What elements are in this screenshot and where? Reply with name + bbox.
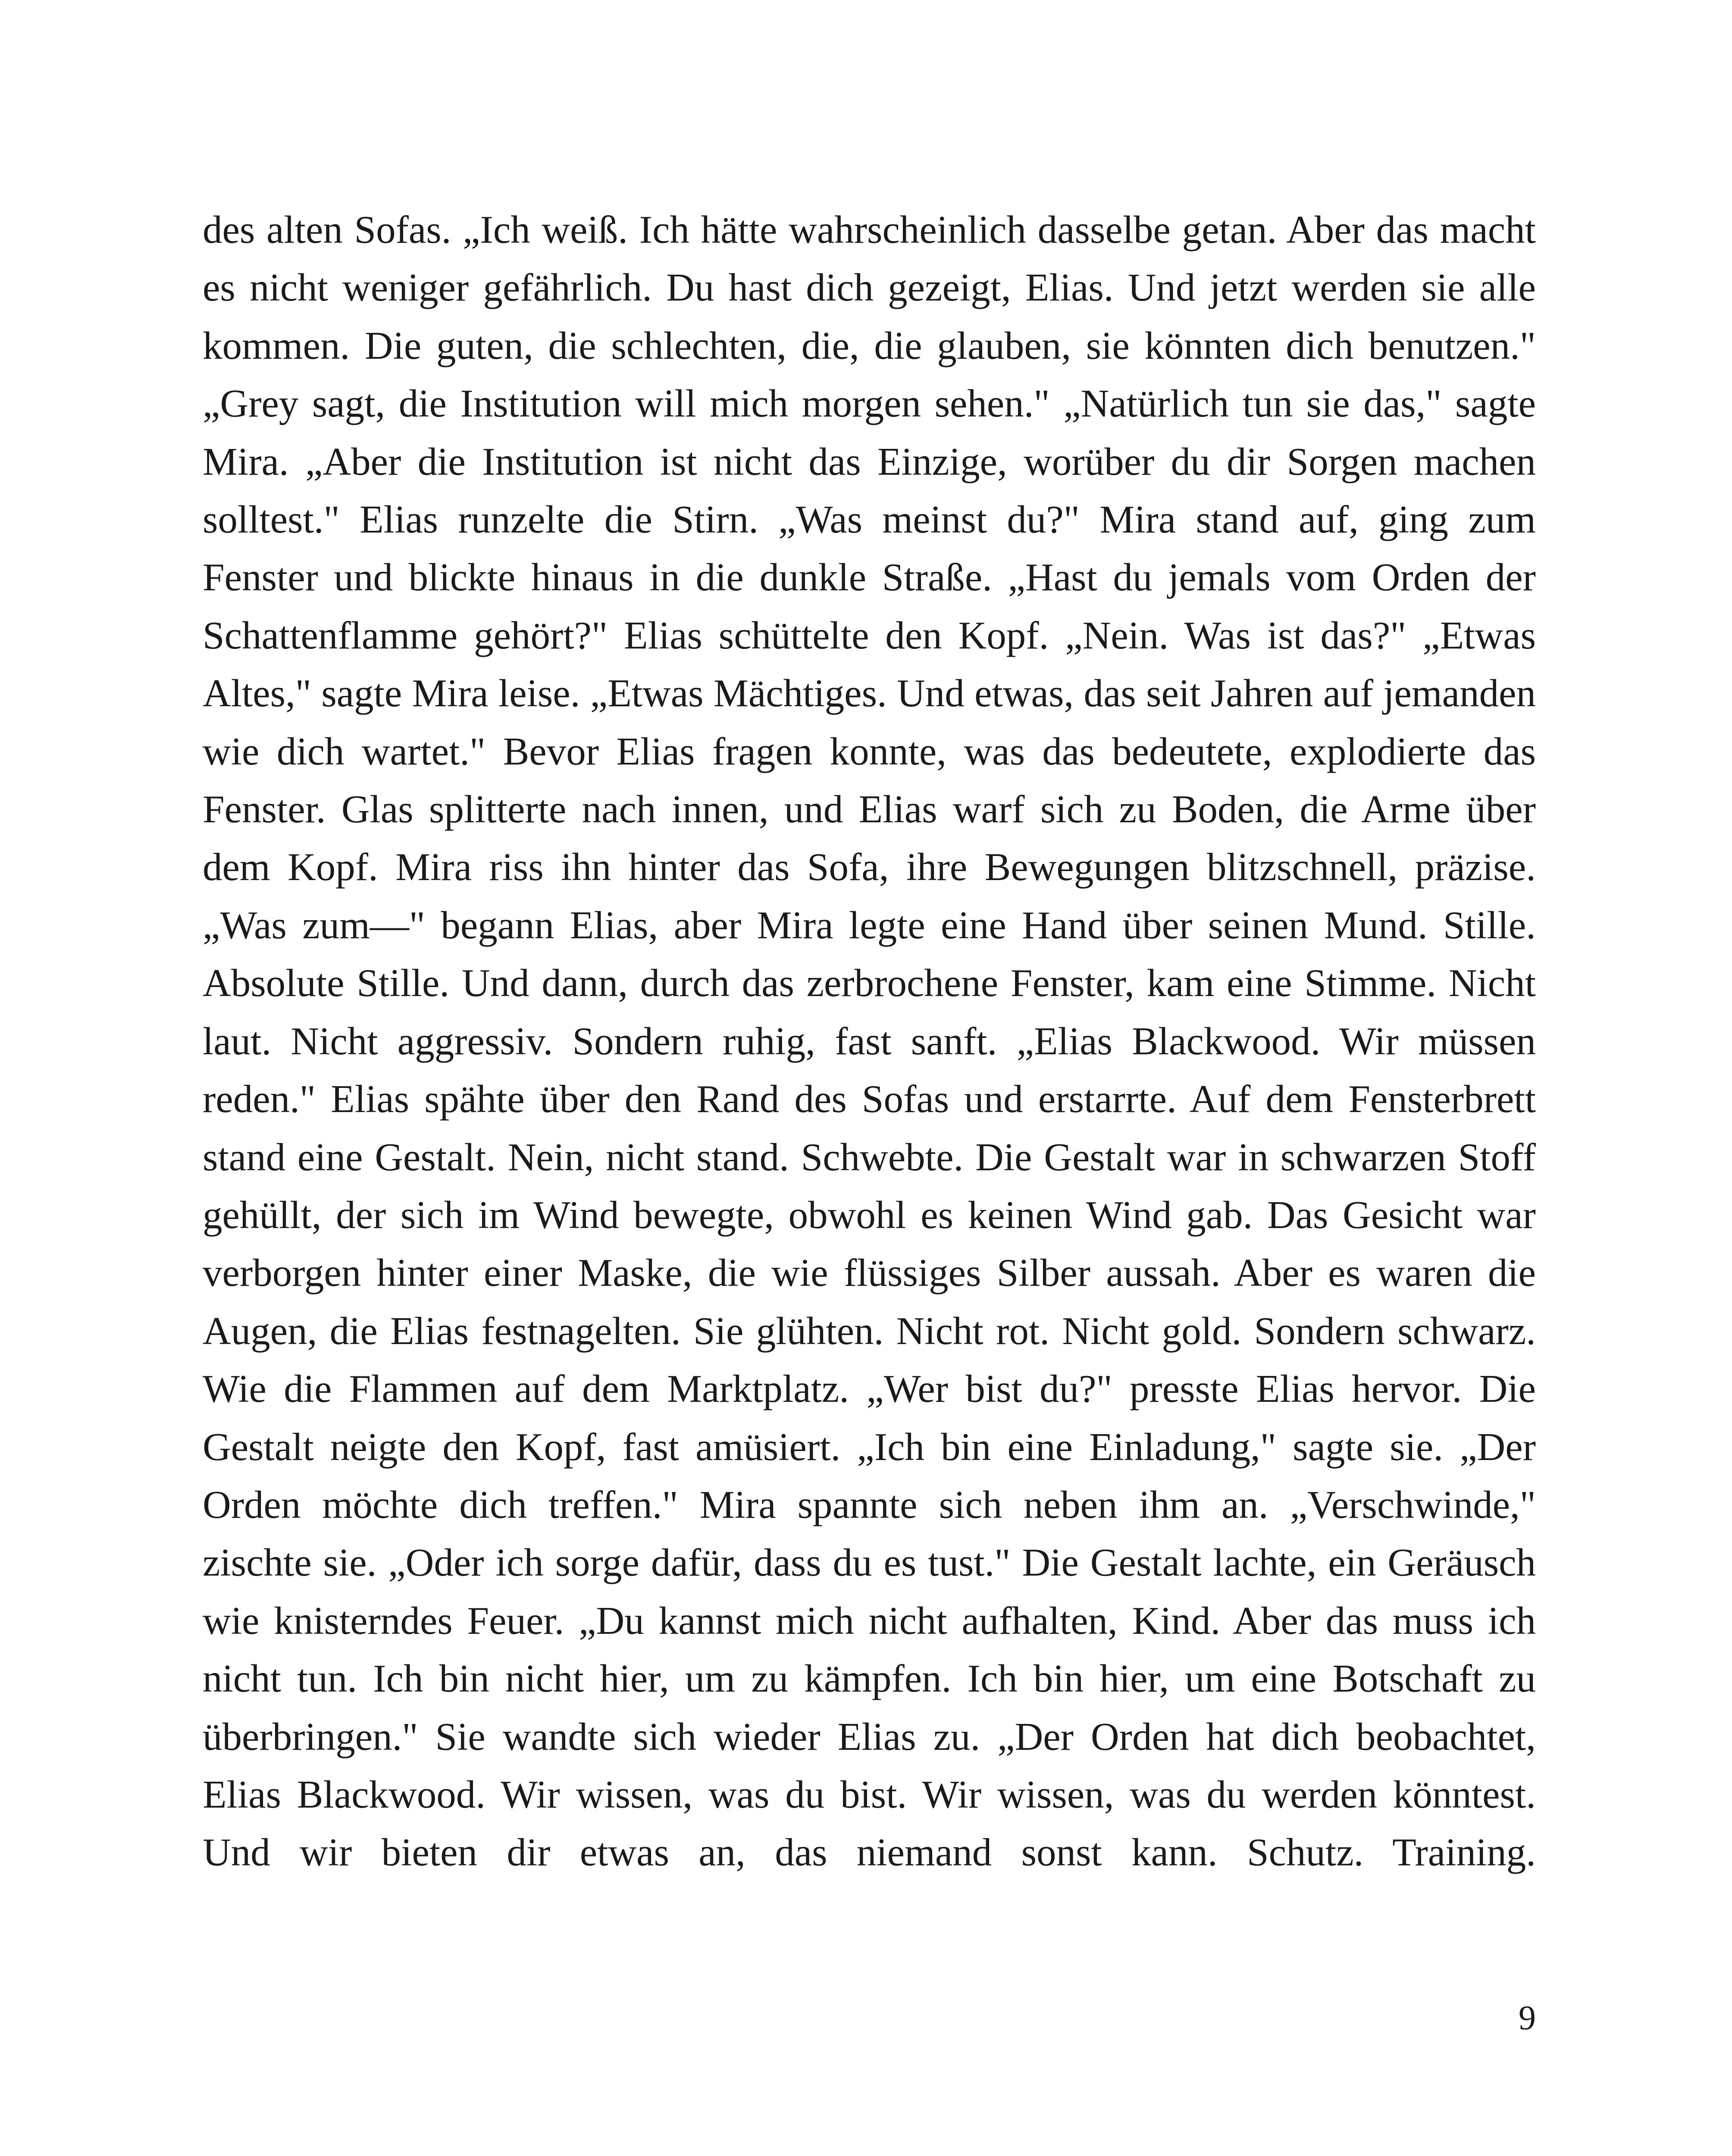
page-number: 9	[1519, 1999, 1536, 2037]
body-paragraph: des alten Sofas. „Ich weiß. Ich hätte wahrscheinlich dasselbe getan. Aber das macht es nicht weniger gefährlich. Du hast dich gezeigt, Elias. Und jetzt werden sie alle kommen. Die guten, die schlechten, die, die glauben, sie könnten dich benutzen." „Grey sagt, die Institution will mich morgen sehen." „Natürlich tun sie das," sagte Mira. „Aber die Institution ist nicht das Einzige, worüber du dir Sorgen machen solltest." Elias runzelte die Stirn. „Was meinst du?" Mira stand auf, ging zum Fenster und blickte hinaus in die dunkle Straße. „Hast du jemals vom Orden der Schattenflamme gehört?" Elias schüttelte den Kopf. „Nein. Was ist das?" „Etwas Altes," sagte Mira leise. „Etwas Mächtiges. Und etwas, das seit Jahren auf jemanden wie dich wartet." Bevor Elias fragen konnte, was das bedeutete, explodierte das Fenster. Glas splitterte nach innen, und Elias warf sich zu Boden, die Arme über dem Kopf. Mira riss ihn hinter das Sofa, ihre Bewegungen blitzschnell, präzise. „Was zum—" begann Elias, aber Mira legte eine Hand über seinen Mund. Stille. Absolute Stille. Und dann, durch das zerbrochene Fenster, kam eine Stimme. Nicht laut. Nicht aggressiv. Sondern ruhig, fast sanft. „Elias Blackwood. Wir müssen reden." Elias spähte über den Rand des Sofas und erstarrte. Auf dem Fensterbrett stand eine Gestalt. Nein, nicht stand. Schwebte. Die Gestalt war in schwarzen Stoff gehüllt, der sich im Wind bewegte, obwohl es keinen Wind gab. Das Gesicht war verborgen hinter einer Maske, die wie flüssiges Silber aussah. Aber es waren die Augen, die Elias festnagelten. Sie glühten. Nicht rot. Nicht gold. Sondern schwarz. Wie die Flammen auf dem Marktplatz. „Wer bist du?" presste Elias hervor. Die Gestalt neigte den Kopf, fast amüsiert. „Ich bin eine Einladung," sagte sie. „Der Orden möchte dich treffen." Mira spannte sich neben ihm an. „Verschwinde," zischte sie. „Oder ich sorge dafür, dass du es tust." Die Gestalt lachte, ein Geräusch wie knisterndes Feuer. „Du kannst mich nicht aufhalten, Kind. Aber das muss ich nicht tun. Ich bin nicht hier, um zu kämpfen. Ich bin hier, um eine Botschaft zu überbringen." Sie wandte sich wieder Elias zu. „Der Orden hat dich beobachtet, Elias Blackwood. Wir wissen, was du bist. Wir wissen, was du werden könntest. Und wir bieten dir etwas an, das niemand sonst kann. Schutz. Training.	[203, 208, 1536, 1874]
